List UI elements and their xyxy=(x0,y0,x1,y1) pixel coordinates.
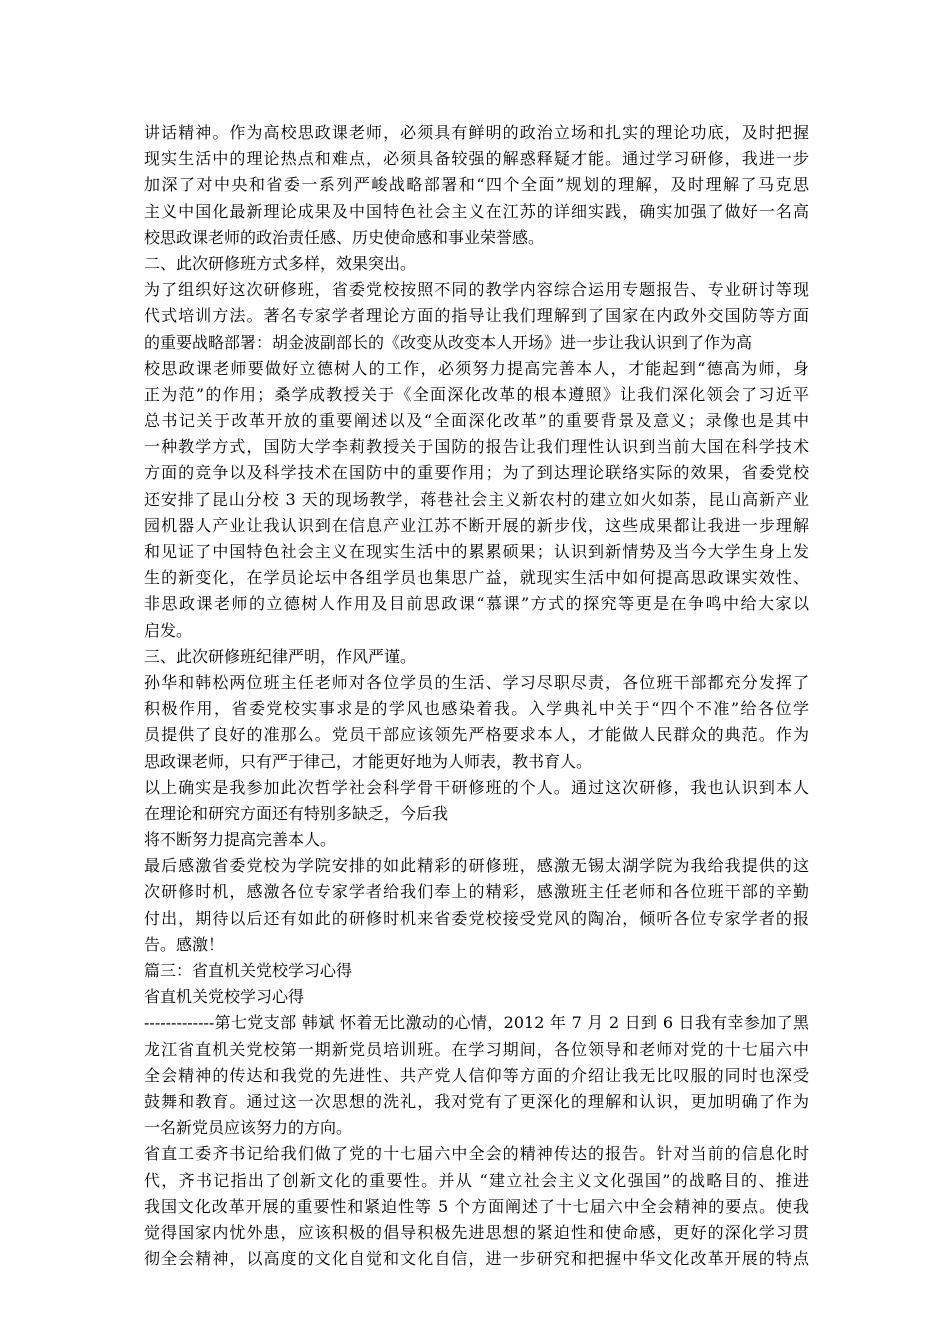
text-line: 省直机关党校学习心得 xyxy=(144,987,305,1007)
text-line: 还安排了昆山分校 3 天的现场教学，蒋巷社会主义新农村的建立如火如荼，昆山高新产业 xyxy=(144,489,809,509)
text-line: 为了组织好这次研修班，省委党校按照不同的教学内容综合运用专题报告、专业研讨等现 xyxy=(144,280,809,300)
text-line: -------------第七党支部 韩斌 怀着无比激动的心情，2012 年 7 月 2 日到 6 日我有幸参加了黑 xyxy=(144,1013,809,1033)
text-line: 园机器人产业让我认识到在信息产业江苏不断开展的新步伐，这些成果都让我进一步理解 xyxy=(144,515,809,535)
text-line: 付出，期待以后还有如此的研修时机来省委党校接受党风的陶冶，倾听各位专家学者的报 xyxy=(144,908,809,928)
text-line: 孙华和韩松两位班主任老师对各位学员的生活、学习尽职尽责，各位班干部都充分发挥了 xyxy=(144,672,809,692)
text-line: 三、此次研修班纪律严明，作风严谨。 xyxy=(144,646,417,666)
text-line: 讲话精神。作为高校思政课老师，必须具有鲜明的政治立场和扎实的理论功底，及时把握 xyxy=(144,123,809,142)
text-line: 和见证了中国特色社会主义在现实生活中的累累硕果；认识到新情势及当今大学生身上发 xyxy=(144,542,809,561)
text-line: 正为范”的作用；桑学成教授关于《全面深化改革的根本遵照》让我们深化领会了习近平 xyxy=(144,384,809,404)
text-line: 鼓舞和教育。通过这一次思想的洗礼，我对党有了更深化的理解和认识，更加明确了作为 xyxy=(144,1091,809,1111)
text-line: 校思政课老师的政治责任感、历史使命感和事业荣誉感。 xyxy=(144,227,545,247)
text-line: 积极作用，省委党校实事求是的学风也感染着我。入学典礼中关于“四个不准”给各位学 xyxy=(144,699,809,719)
text-line: 现实生活中的理论热点和难点，必须具备较强的解惑释疑才能。通过学习研修，我进一步 xyxy=(144,149,809,169)
text-line: 总书记关于改革开放的重要阐述以及“全面深化改革”的重要背景及意义；录像也是其中 xyxy=(144,411,809,431)
text-line: 启发。 xyxy=(144,620,193,640)
text-line: 次研修时机，感激各位专家学者给我们奉上的精彩，感激班主任老师和各位班干部的辛勤 xyxy=(144,882,809,902)
text-line: 的重要战略部署：胡金波副部长的《改变从改变本人开场》进一步让我认识到了作为高 xyxy=(144,332,753,352)
text-line: 思政课老师，只有严于律己，才能更好地为人师表，教书育人。 xyxy=(144,751,593,771)
text-line: 将不断努力提高完善本人。 xyxy=(144,830,337,850)
text-line: 彻全会精神，以高度的文化自觉和文化自信，进一步研究和把握中华文化改革开展的特点 xyxy=(144,1249,809,1269)
text-line: 非思政课老师的立德树人作用及目前思政课“慕课”方式的探究等更是在争鸣中给大家以 xyxy=(144,594,809,614)
text-line: 我国文化改革开展的重要性和紧迫性等 5 个方面阐述了十七届六中全会精神的要点。使我 xyxy=(144,1196,809,1216)
text-line: 觉得国家内忧外患，应该积极的倡导积极先进思想的紧迫性和使命感，更好的深化学习贯 xyxy=(144,1222,809,1242)
text-line: 全会精神的传达和我党的先进性、共产党人信仰等方面的介绍让我无比叹服的同时也深受 xyxy=(144,1065,809,1085)
text-line: 省直工委齐书记给我们做了党的十七届六中全会的精神传达的报告。针对当前的信息化时 xyxy=(144,1144,809,1164)
text-line: 员提供了良好的准那么。党员干部应该领先严格要求本人，才能做人民群众的典范。作为 xyxy=(144,725,809,745)
text-line: 告。感激！ xyxy=(144,934,225,954)
text-line: 最后感激省委党校为学院安排的如此精彩的研修班，感激无锡太湖学院为我给我提供的这 xyxy=(144,856,809,876)
text-line: 二、此次研修班方式多样，效果突出。 xyxy=(144,253,417,273)
text-line: 代，齐书记指出了创新文化的重要性。并从 “建立社会主义文化强国”的战略目的、推进 xyxy=(144,1170,809,1190)
text-line: 代式培训方法。著名专家学者理论方面的指导让我们理解到了国家在内政外交国防等方面 xyxy=(144,306,809,326)
text-line: 一种教学方式，国防大学李莉教授关于国防的报告让我们理性认识到当前大国在科学技术 xyxy=(144,437,809,457)
text-line: 在理论和研究方面还有特别多缺乏，今后我 xyxy=(144,803,449,823)
text-line: 主义中国化最新理论成果及中国特色社会主义在江苏的详细实践，确实加强了做好一名高 xyxy=(144,201,809,221)
document-body xyxy=(144,120,809,1272)
text-line: 生的新变化，在学员论坛中各组学员也集思广益，就现实生活中如何提高思政课实效性、 xyxy=(144,568,809,588)
text-line: 以上确实是我参加此次哲学社会科学骨干研修班的个人。通过这次研修，我也认识到本人 xyxy=(144,777,809,797)
text-line: 方面的竞争以及科学技术在国防中的重要作用；为了到达理论联络实际的效果，省委党校 xyxy=(144,463,809,483)
text-line: 篇三：省直机关党校学习心得 xyxy=(144,961,353,980)
text-line: 校思政课老师要做好立德树人的工作，必须努力提高完善本人，才能起到“德高为师，身 xyxy=(144,358,809,378)
text-line: 龙江省直机关党校第一期新党员培训班。在学习期间，各位领导和老师对党的十七届六中 xyxy=(144,1039,809,1059)
text-line: 加深了对中央和省委一系列严峻战略部署和“四个全面”规划的理解，及时理解了马克思 xyxy=(144,175,809,195)
text-line: 一名新党员应该努力的方向。 xyxy=(144,1118,353,1138)
